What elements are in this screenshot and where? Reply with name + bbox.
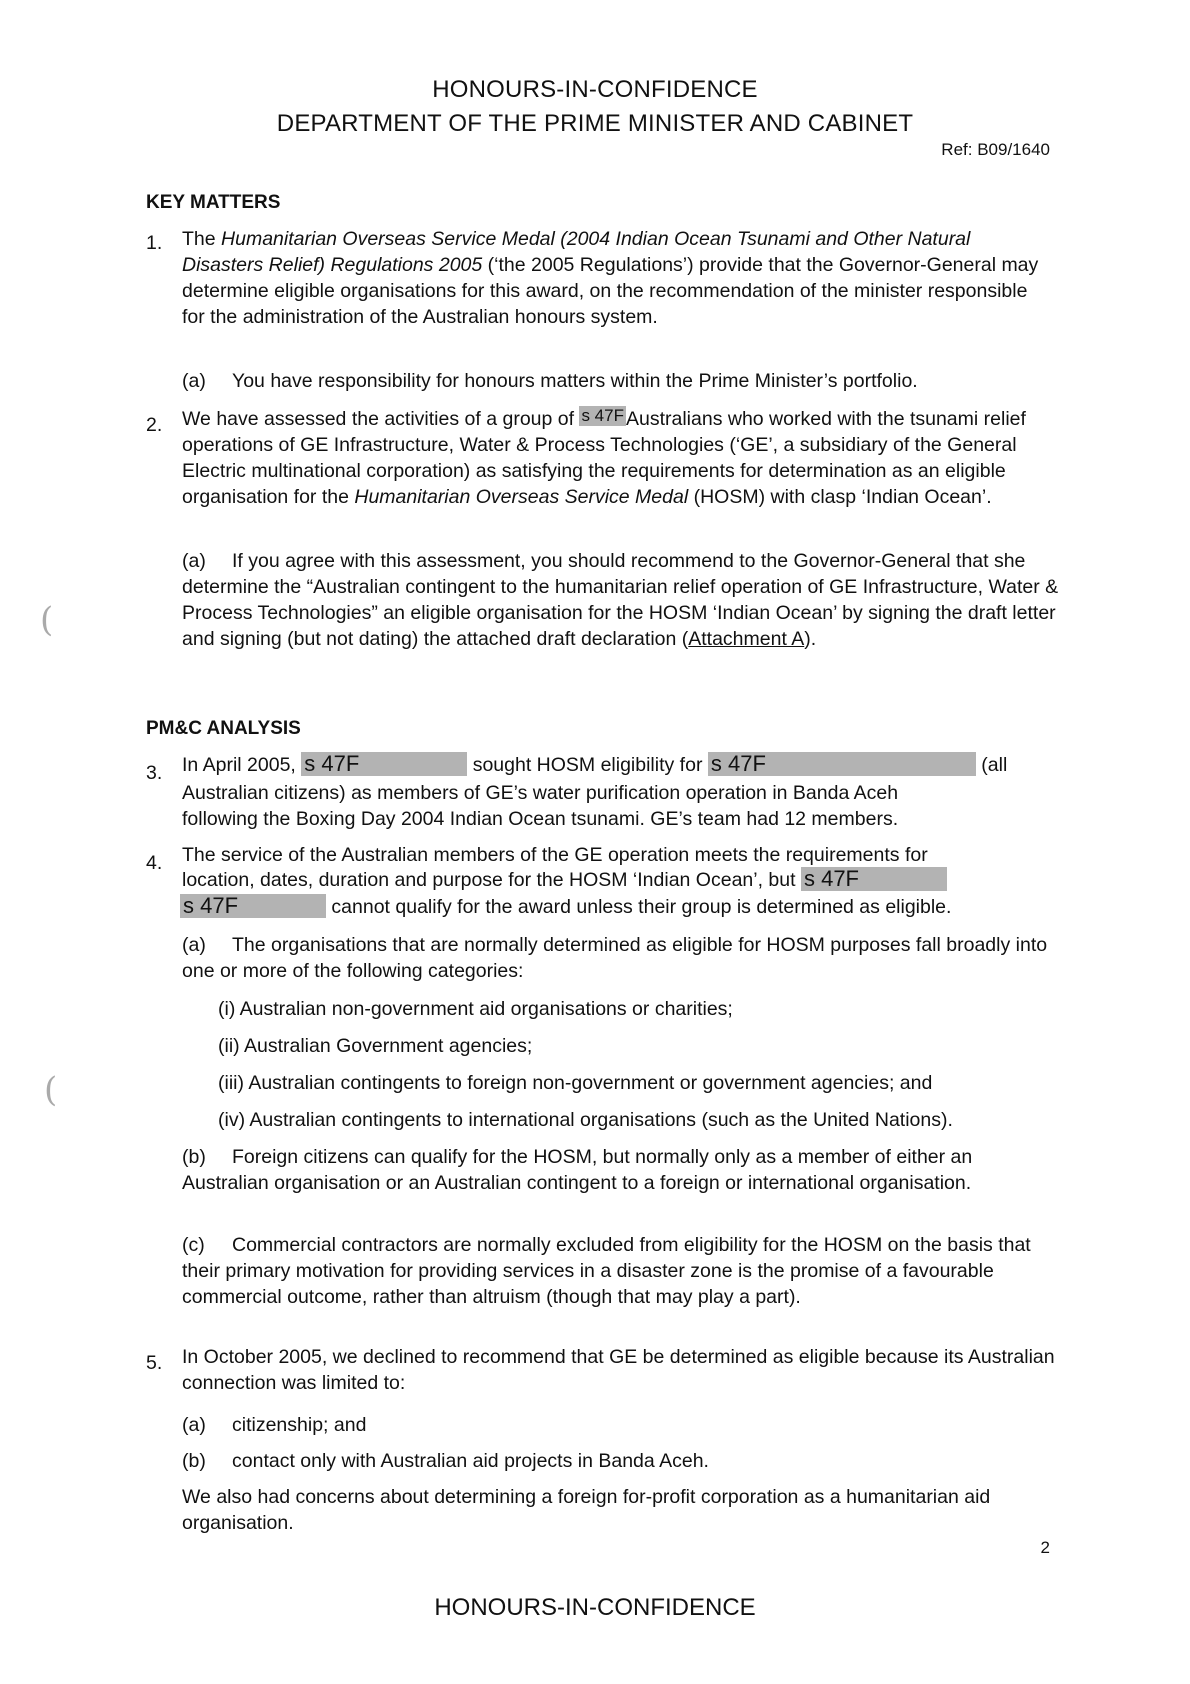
paragraph-number: 2.	[146, 414, 163, 436]
paragraph-number: 3.	[146, 762, 163, 784]
item-label: (b)	[182, 1146, 206, 1168]
redaction-box: s 47F	[581, 406, 624, 425]
paragraph-4a	[182, 932, 1062, 984]
classification-header: HONOURS-IN-CONFIDENCE	[432, 76, 758, 103]
section-heading-key-matters: KEY MATTERS	[146, 192, 281, 213]
item-label: (a)	[182, 934, 206, 956]
item-label: (b)	[182, 1450, 206, 1472]
page-number: 2	[1040, 1538, 1050, 1557]
paragraph-1-rest: (‘the 2005 Regulations’) provide that the Governor-General may determine eligible organisations for this award, on the recommendation of the minister responsible for the administration of the Australian honours system.	[182, 254, 1039, 328]
paragraph-3-line-3: following the Boxing Day 2004 Indian Ocean tsunami. GE’s team had 12 members.	[182, 808, 899, 830]
paragraph-4b	[182, 1144, 1062, 1196]
paragraph-4b-text: Foreign citizens can qualify for the HOSM, but normally only as a member of either an Australian organisation or an Australian contingent to a foreign or international organisation.	[182, 1146, 973, 1194]
paragraph-2a-end: ).	[804, 628, 817, 650]
item-label: (a)	[182, 1414, 206, 1436]
paragraph-3-line-1	[182, 752, 1062, 778]
department-title: DEPARTMENT OF THE PRIME MINISTER AND CABINET	[276, 110, 914, 137]
paragraph-4-line-2-text: location, dates, duration and purpose for the HOSM ‘Indian Ocean’, but	[182, 869, 796, 891]
paragraph-2-post: (HOSM) with clasp ‘Indian Ocean’.	[688, 486, 992, 508]
paragraph-5-closing: We also had concerns about determining a foreign for-profit corporation as a humanitarian aid organisation.	[182, 1486, 991, 1534]
paragraph-number: 4.	[146, 852, 163, 874]
paragraph-number: 5.	[146, 1352, 163, 1374]
redaction-box: s 47F	[708, 752, 976, 776]
paragraph-5a-text: citizenship; and	[232, 1414, 367, 1436]
paragraph-4-line-3-text: cannot qualify for the award unless their group is determined as eligible.	[331, 896, 952, 918]
paragraph-5b-text: contact only with Australian aid projects in Banda Aceh.	[232, 1450, 709, 1472]
reference-number: Ref: B09/1640	[941, 140, 1050, 159]
margin-mark: (	[44, 1070, 58, 1110]
item-label: (a)	[182, 370, 206, 392]
item-label: (c)	[182, 1234, 205, 1256]
paragraph-5b	[182, 1448, 709, 1474]
paragraph-2a-text: If you agree with this assessment, you should recommend to the Governor-General that she determine the “Australian contingent to the humanitarian relief operation of GE Infrastructure, Water & Process Technologies” an eligible organisation for the HOSM ‘Indian Ocean’ by signing the draft letter and signing (but not dating) the attached draft declaration (	[182, 550, 1059, 650]
paragraph-1	[182, 226, 1052, 330]
redaction-box: s 47F	[801, 867, 947, 891]
classification-footer: HONOURS-IN-CONFIDENCE	[434, 1594, 756, 1621]
margin-mark: (	[40, 600, 54, 640]
paragraph-5: In October 2005, we declined to recommend that GE be determined as eligible because its Australian connection was limited to:	[182, 1346, 1055, 1394]
redaction-box: s 47F	[180, 894, 326, 918]
category-item: (ii) Australian Government agencies;	[218, 1035, 533, 1057]
medal-name: Humanitarian Overseas Service Medal	[354, 486, 689, 508]
paragraph-4-line-1: The service of the Australian members of the GE operation meets the requirements for	[182, 844, 928, 866]
category-item: (iv) Australian contingents to international organisations (such as the United Nations).	[218, 1109, 953, 1131]
redaction-box: s 47F	[301, 752, 467, 776]
paragraph-4c	[182, 1232, 1062, 1310]
paragraph-5a	[182, 1412, 366, 1438]
paragraph-3-line-2: Australian citizens) as members of GE’s water purification operation in Banda Aceh	[182, 782, 899, 804]
attachment-a-link[interactable]: Attachment A	[688, 628, 805, 650]
paragraph-4-line-3	[180, 894, 951, 920]
paragraph-1-pre: The	[182, 228, 222, 250]
paragraph-2-pre: We have assessed the activities of a group of	[182, 408, 575, 430]
paragraph-2-mid: Australians who worked with the tsunami relief operations of GE Infrastructure, Water & Process Technologies (‘GE’, a subsidiary of the General Electric multinational corporation) as satisfying the requirements for determination as an eligible organisation for the	[182, 408, 1026, 508]
paragraph-3-mid: sought HOSM eligibility for	[472, 754, 703, 776]
item-label: (a)	[182, 550, 206, 572]
paragraph-3-pre: In April 2005,	[182, 754, 296, 776]
paragraph-3-post: (all	[981, 754, 1008, 776]
paragraph-2a	[182, 548, 1062, 652]
paragraph-4c-text: Commercial contractors are normally excluded from eligibility for the HOSM on the basis that their primary motivation for providing services in a disaster zone is the promise of a favourable commercial outcome, rather than altruism (though that may play a part).	[182, 1234, 1031, 1308]
section-heading-analysis: PM&C ANALYSIS	[146, 718, 301, 739]
paragraph-4-line-2	[182, 867, 947, 893]
regulations-title: Humanitarian Overseas Service Medal (2004 Indian Ocean Tsunami and Other Natural Disasters Relief) Regulations 2005	[182, 228, 971, 276]
category-item: (iii) Australian contingents to foreign non-government or government agencies; and	[218, 1072, 933, 1094]
paragraph-4a-text: The organisations that are normally determined as eligible for HOSM purposes fall broadly into one or more of the following categories:	[182, 934, 1048, 982]
paragraph-number: 1.	[146, 232, 163, 254]
paragraph-1a	[182, 368, 1062, 394]
paragraph-1a-text: You have responsibility for honours matters within the Prime Minister’s portfolio.	[232, 370, 918, 392]
paragraph-2	[182, 406, 1062, 510]
category-item: (i) Australian non-government aid organisations or charities;	[218, 998, 733, 1020]
